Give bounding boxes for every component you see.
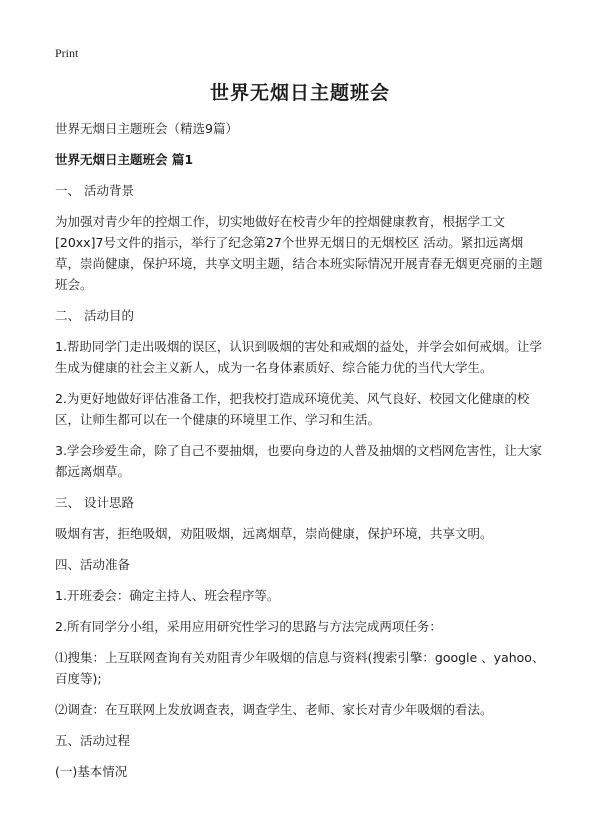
section-heading-design: 三、 设计思路 <box>55 495 134 510</box>
purpose-paragraph-3: 3.学会珍爱生命，除了自己不要抽烟，也要向身边的人普及抽烟的文档网危害性，让大家都远离烟草。 <box>55 443 542 479</box>
document-body <box>55 118 547 792</box>
purpose-paragraph-1: 1.帮助同学门走出吸烟的误区，认识到吸烟的害处和戒烟的益处，并学会如何戒烟。让学生成为健康的社会主义新人，成为一名身体素质好、综合能力优的当代大学生。 <box>55 339 542 375</box>
section-heading-preparation: 四、活动准备 <box>55 557 131 572</box>
purpose-paragraph-2: 2.为更好地做好评估准备工作，把我校打造成环境优美、风气良好、校园文化健康的校区，让师生都可以在一个健康的环境里工作、学习和生活。 <box>55 391 530 427</box>
design-paragraph: 吸烟有害，拒绝吸烟，劝阻吸烟，远离烟草，崇尚健康，保护环境，共享文明。 <box>55 526 493 541</box>
section-heading-background: 一、 活动背景 <box>55 183 134 198</box>
preparation-paragraph-4: ⑵调查：在互联网上发放调查表，调查学生、老师、家长对青少年吸烟的看法。 <box>55 702 493 717</box>
print-link[interactable]: Print <box>55 46 79 60</box>
preparation-paragraph-1: 1.开班委会：确定主持人、班会程序等。 <box>55 588 280 603</box>
preparation-paragraph-2: 2.所有同学分小组，采用应用研究性学习的思路与方法完成两项任务： <box>55 619 442 634</box>
document-title: 世界无烟日主题班会 <box>209 82 390 104</box>
section-heading-process: 五、活动过程 <box>55 733 131 748</box>
process-paragraph-1: (一)基本情况 <box>55 764 128 779</box>
preparation-paragraph-3: ⑴搜集：上互联网查询有关劝阻青少年吸烟的信息与资料(搜索引擎：google 、yahoo、百度等); <box>55 650 545 686</box>
document-subtitle: 世界无烟日主题班会（精选9篇） <box>55 121 238 136</box>
article-heading: 世界无烟日主题班会 篇1 <box>55 152 194 167</box>
section-heading-purpose: 二、 活动目的 <box>55 308 134 323</box>
background-paragraph: 为加强对青少年的控烟工作，切实地做好在校青少年的控烟健康教育，根据学工文[20xx]7号文件的指示，举行了纪念第27个世界无烟日的无烟校区 活动。紧扣远离烟草，崇尚健康，保护环境，共享文明主题，结合本班实际情况开展青春无烟更亮丽的主题班会。 <box>55 214 543 292</box>
